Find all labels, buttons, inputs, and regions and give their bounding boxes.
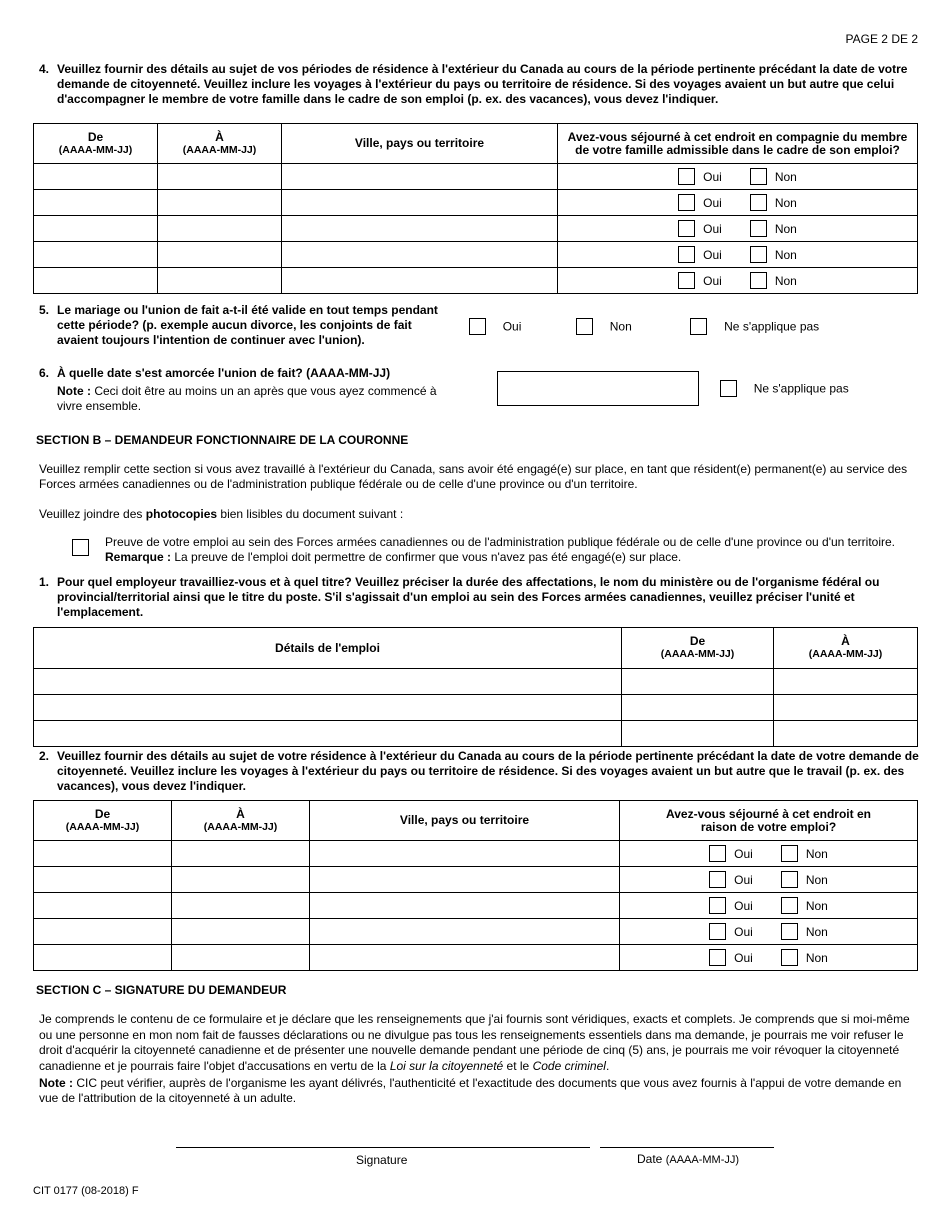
non-label: Non [774,169,797,184]
section-b-q2 [39,749,919,794]
q2-yesno-cell [620,841,918,867]
q5-oui-checkbox[interactable] [469,318,486,335]
q4-rows [34,164,918,294]
section-b-q1-number: 1. [39,575,50,589]
q4-question [39,62,919,107]
oui-label: Oui [703,169,722,184]
q4-text: Veuillez fournir des détails au sujet de vos périodes de résidence à l'extérieur du Canada au cours de la période pertinente précédant la date de votre demande de citoyenneté. Veuillez inclure les voyages à l'extérieur du pays ou territoire de résidence. Si des voyages avaient un but autre que celui d'accompagner le membre de votre famille dans le cadre de son emploi (p. ex. des vacances), vous devez l'indiquer. [57,62,908,106]
q2-col-ville: Ville, pays ou territoire [310,801,620,841]
q4-de-cell[interactable] [34,216,158,242]
section-b-doc-checkbox[interactable] [72,539,89,556]
q2-de-cell[interactable] [34,893,172,919]
section-b-q2-table [33,800,918,971]
q2-de-cell[interactable] [34,867,172,893]
non-label: Non [774,273,797,288]
footer-code: CIT 0177 (08-2018) F [33,1185,139,1197]
q2-ville-cell[interactable] [310,867,620,893]
q2-rows [34,841,918,971]
non-label: Non [774,221,797,236]
oui-label: Oui [703,247,722,262]
oui-label: Oui [734,846,753,861]
q5-oui-label: Oui [502,319,522,334]
q2-a-cell[interactable] [172,919,310,945]
q4-a-cell[interactable] [158,242,282,268]
non-checkbox[interactable] [781,871,798,888]
q2-col-de: De (AAAA-MM-JJ) [34,801,172,841]
non-checkbox[interactable] [750,246,767,263]
q4-a-cell[interactable] [158,216,282,242]
non-checkbox[interactable] [750,220,767,237]
oui-label: Oui [734,872,753,887]
q6-note: Note : Ceci doit être au moins un an après que vous ayez commencé à vivre ensemble. [57,384,437,413]
q2-row [34,841,918,867]
oui-checkbox[interactable] [678,168,695,185]
q4-col-sejour: Avez-vous séjourné à cet endroit en compagnie du membre de votre famille admissible dans le cadre de son emploi? [558,124,918,164]
section-b-join: Veuillez joindre des photocopies bien lisibles du document suivant : [39,507,404,521]
oui-label: Oui [734,950,753,965]
q2-yesno-cell [620,867,918,893]
section-b-doc-text: Preuve de votre emploi au sein des Forces armées canadiennes ou de l'administration publique fédérale ou de celle d'une province ou d'un territoire. Remarque : La preuve de l'emploi doit permettre de confirmer que vous n'avez pas été engagé(e) sur place. [105,535,896,564]
oui-label: Oui [703,221,722,236]
q2-col-sejour: Avez-vous séjourné à cet endroit en raison de votre emploi? [620,801,918,841]
q2-yesno-cell [620,893,918,919]
non-checkbox[interactable] [781,949,798,966]
q1-a-cell[interactable] [774,721,918,747]
q5-non-label: Non [609,319,632,334]
q5-number: 5. [39,303,50,317]
q2-yesno-cell [620,945,918,971]
date-line[interactable] [600,1147,774,1148]
q4-a-cell[interactable] [158,190,282,216]
oui-label: Oui [703,195,722,210]
non-checkbox[interactable] [781,923,798,940]
q2-row [34,919,918,945]
q4-yesno-cell [558,242,918,268]
q2-de-cell[interactable] [34,841,172,867]
non-label: Non [805,950,828,965]
non-label: Non [774,247,797,262]
q2-a-cell[interactable] [172,945,310,971]
q4-ville-cell[interactable] [282,268,558,294]
q4-yesno-cell [558,190,918,216]
q4-a-cell[interactable] [158,268,282,294]
non-checkbox[interactable] [781,845,798,862]
q4-de-cell[interactable] [34,242,158,268]
q2-ville-cell[interactable] [310,841,620,867]
q5-na-label: Ne s'applique pas [724,319,820,334]
q5-text: Le mariage ou l'union de fait a-t-il été valide en tout temps pendant cette période? (p. exemple aucun divorce, les conjoints de fait avaient toujours l'intention de continuer avec l'union). [57,303,438,347]
oui-checkbox[interactable] [678,246,695,263]
signature-label: Signature [356,1153,408,1167]
oui-label: Oui [703,273,722,288]
non-label: Non [805,898,828,913]
q1-details-cell[interactable] [34,695,622,721]
non-label: Non [805,846,828,861]
q4-ville-cell[interactable] [282,164,558,190]
q2-a-cell[interactable] [172,841,310,867]
q4-a-cell[interactable] [158,164,282,190]
section-c-declaration: Je comprends le contenu de ce formulaire et je déclare que les renseignements que j'ai fournis sont véridiques, exacts et complets. Je comprends que si moi-même ou une personne en mon nom fait de fausses déclarations ou ne divulgue pas tous les renseignements essentiels dans ma demande, je pourrais me voir refuser le droit d'acquérir la citoyenneté canadienne et de présenter une nouvelle demande pendant une période de cinq (5) ans, je pourrais me voir révoquer la citoyenneté canadienne et je pourrais faire l'objet d'accusations en vertu de la Loi sur la citoyenneté et le Code criminel. [39,1012,910,1073]
non-checkbox[interactable] [781,897,798,914]
q4-de-cell[interactable] [34,190,158,216]
q2-de-cell[interactable] [34,919,172,945]
q4-row [34,268,918,294]
q4-de-cell[interactable] [34,268,158,294]
q4-ville-cell[interactable] [282,190,558,216]
section-b-q2-number: 2. [39,749,50,763]
non-checkbox[interactable] [750,272,767,289]
q4-yesno-cell [558,268,918,294]
q1-a-cell[interactable] [774,669,918,695]
q4-col-de: De (AAAA-MM-JJ) [34,124,158,164]
q2-row [34,867,918,893]
q2-ville-cell[interactable] [310,919,620,945]
page-number: PAGE 2 DE 2 [845,32,918,46]
q1-de-cell[interactable] [622,721,774,747]
section-c-note: Note : CIC peut vérifier, auprès de l'organisme les ayant délivrés, l'authenticité et l'exactitude des documents que vous avez fournis à l'appui de votre demande en vue de l'attribution de la citoyenneté à un adulte. [39,1076,902,1105]
section-b-q1-text: Pour quel employeur travailliez-vous et à quel titre? Veuillez préciser la durée des affectations, le nom du ministère ou de l'organisme fédéral ou provincial/territorial ainsi que le titre du poste. S'il s'agissait d'un emploi au sein des Forces armées canadiennes, veuillez préciser l'unité et l'emplacement. [57,575,880,619]
non-checkbox[interactable] [750,194,767,211]
q2-ville-cell[interactable] [310,893,620,919]
q4-de-cell[interactable] [34,164,158,190]
q2-yesno-cell [620,919,918,945]
q4-yesno-cell [558,164,918,190]
q2-a-cell[interactable] [172,893,310,919]
q6-na-label: Ne s'applique pas [753,381,849,396]
oui-checkbox[interactable] [678,220,695,237]
q2-row [34,893,918,919]
q1-details-cell[interactable] [34,721,622,747]
q6-date-input[interactable] [497,371,699,406]
q2-ville-cell[interactable] [310,945,620,971]
q2-row [34,945,918,971]
section-b-title: SECTION B – DEMANDEUR FONCTIONNAIRE DE LA COURONNE [36,433,409,447]
signature-line[interactable] [176,1147,590,1148]
q4-row [34,190,918,216]
q1-a-cell[interactable] [774,695,918,721]
date-label: Date (AAAA-MM-JJ) [637,1152,740,1166]
q1-col-details: Détails de l'emploi [34,628,622,669]
q1-de-cell[interactable] [622,669,774,695]
q4-row [34,164,918,190]
q1-details-cell[interactable] [34,669,622,695]
q5-options [469,318,819,335]
q6-na-option [720,380,849,397]
q4-table [33,123,918,294]
oui-checkbox[interactable] [709,871,726,888]
oui-checkbox[interactable] [709,923,726,940]
oui-label: Oui [734,924,753,939]
non-label: Non [805,924,828,939]
q6-text: À quelle date s'est amorcée l'union de fait? (AAAA-MM-JJ) [57,366,391,380]
oui-checkbox[interactable] [709,897,726,914]
q4-col-a: À (AAAA-MM-JJ) [158,124,282,164]
q4-col-ville: Ville, pays ou territoire [282,124,558,164]
oui-checkbox[interactable] [678,272,695,289]
section-b-q1 [39,575,919,620]
oui-checkbox[interactable] [678,194,695,211]
q4-row [34,216,918,242]
q4-ville-cell[interactable] [282,216,558,242]
non-label: Non [805,872,828,887]
section-b-q1-table [33,627,918,747]
oui-checkbox[interactable] [709,845,726,862]
q2-col-a: À (AAAA-MM-JJ) [172,801,310,841]
q1-col-a: À (AAAA-MM-JJ) [774,628,918,669]
non-checkbox[interactable] [750,168,767,185]
q1-col-de: De (AAAA-MM-JJ) [622,628,774,669]
section-b-intro: Veuillez remplir cette section si vous avez travaillé à l'extérieur du Canada, sans avoir été engagé(e) sur place, en tant que résident(e) permanent(e) au service des Forces armées canadiennes ou de l'administration publique fédérale ou de celle d'une province ou d'un territoire. [39,462,908,491]
non-label: Non [774,195,797,210]
q5-question [39,303,449,348]
q2-de-cell[interactable] [34,945,172,971]
section-b-q2-text: Veuillez fournir des détails au sujet de votre résidence à l'extérieur du Canada au cours de la période pertinente précédant la date de votre demande de citoyenneté. Veuillez inclure les voyages à l'extérieur du pays ou territoire de résidence. Si des voyages avaient un but autre que le travail (p. ex. des vacances), vous devez l'indiquer. [57,749,919,793]
q1-de-cell[interactable] [622,695,774,721]
oui-checkbox[interactable] [709,949,726,966]
q4-yesno-cell [558,216,918,242]
q6-na-checkbox[interactable] [720,380,737,397]
q5-na-checkbox[interactable] [690,318,707,335]
q4-number: 4. [39,62,50,76]
section-c-title: SECTION C – SIGNATURE DU DEMANDEUR [36,983,287,997]
q4-row [34,242,918,268]
q6-question [39,366,459,414]
q2-a-cell[interactable] [172,867,310,893]
q5-non-checkbox[interactable] [576,318,593,335]
q6-number: 6. [39,366,50,380]
oui-label: Oui [734,898,753,913]
q4-ville-cell[interactable] [282,242,558,268]
